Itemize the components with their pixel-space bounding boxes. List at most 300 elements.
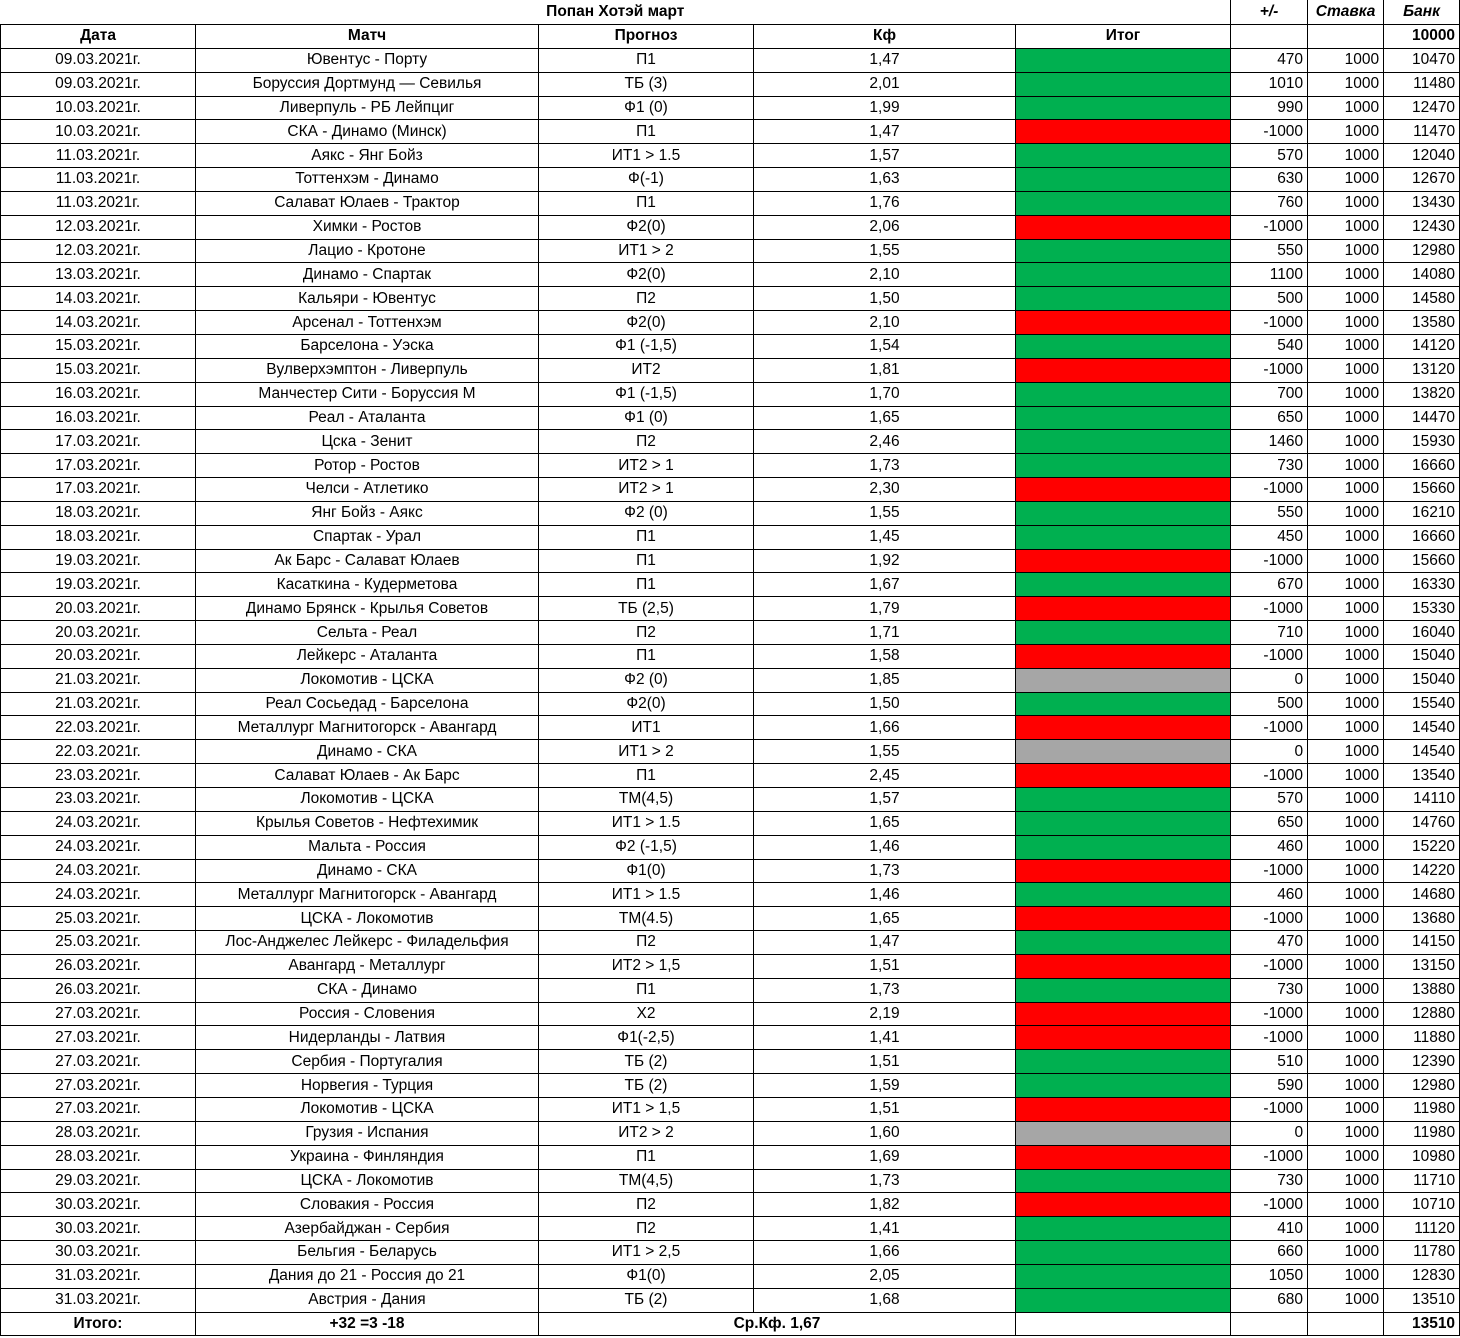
bank-cell[interactable]: 15220 (1384, 835, 1460, 859)
date-cell[interactable]: 27.03.2021г. (1, 1002, 196, 1026)
kf-cell[interactable]: 1,79 (754, 597, 1016, 621)
pm-cell[interactable]: 730 (1231, 978, 1308, 1002)
date-cell[interactable]: 14.03.2021г. (1, 287, 196, 311)
pm-cell[interactable]: -1000 (1231, 478, 1308, 502)
result-cell-push[interactable] (1016, 1121, 1231, 1145)
bank-cell[interactable]: 12040 (1384, 144, 1460, 168)
kf-cell[interactable]: 1,47 (754, 120, 1016, 144)
kf-cell[interactable]: 1,41 (754, 1026, 1016, 1050)
stake-cell[interactable]: 1000 (1308, 311, 1384, 335)
kf-cell[interactable]: 1,45 (754, 525, 1016, 549)
result-cell-loss[interactable] (1016, 120, 1231, 144)
kf-cell[interactable]: 1,85 (754, 668, 1016, 692)
result-cell-loss[interactable] (1016, 907, 1231, 931)
result-cell-win[interactable] (1016, 430, 1231, 454)
date-cell[interactable]: 27.03.2021г. (1, 1097, 196, 1121)
kf-cell[interactable]: 1,55 (754, 239, 1016, 263)
bank-cell[interactable]: 12430 (1384, 215, 1460, 239)
result-cell-loss[interactable] (1016, 597, 1231, 621)
result-cell-win[interactable] (1016, 692, 1231, 716)
match-cell[interactable]: Азербайджан - Сербия (196, 1217, 539, 1241)
match-cell[interactable]: Динамо - Спартак (196, 263, 539, 287)
stake-cell[interactable]: 1000 (1308, 239, 1384, 263)
kf-cell[interactable]: 1,65 (754, 406, 1016, 430)
pm-cell[interactable]: 730 (1231, 454, 1308, 478)
result-cell-loss[interactable] (1016, 1145, 1231, 1169)
bank-cell[interactable]: 13120 (1384, 358, 1460, 382)
kf-cell[interactable]: 1,69 (754, 1145, 1016, 1169)
date-cell[interactable]: 11.03.2021г. (1, 144, 196, 168)
match-cell[interactable]: Кальяри - Ювентус (196, 287, 539, 311)
result-cell-win[interactable] (1016, 525, 1231, 549)
bank-cell[interactable]: 13580 (1384, 311, 1460, 335)
kf-cell[interactable]: 1,55 (754, 501, 1016, 525)
forecast-cell[interactable]: Ф1 (0) (539, 406, 754, 430)
date-cell[interactable]: 30.03.2021г. (1, 1241, 196, 1265)
result-cell-loss[interactable] (1016, 1097, 1231, 1121)
date-cell[interactable]: 19.03.2021г. (1, 573, 196, 597)
forecast-cell[interactable]: Ф1 (0) (539, 96, 754, 120)
bank-cell[interactable]: 13880 (1384, 978, 1460, 1002)
pm-cell[interactable]: 500 (1231, 287, 1308, 311)
result-cell-win[interactable] (1016, 1217, 1231, 1241)
forecast-cell[interactable]: П1 (539, 573, 754, 597)
stake-cell[interactable]: 1000 (1308, 1288, 1384, 1312)
kf-cell[interactable]: 2,19 (754, 1002, 1016, 1026)
kf-cell[interactable]: 1,99 (754, 96, 1016, 120)
match-cell[interactable]: Россия - Словения (196, 1002, 539, 1026)
kf-cell[interactable]: 1,82 (754, 1193, 1016, 1217)
bank-cell[interactable]: 13510 (1384, 1288, 1460, 1312)
pm-cell[interactable]: -1000 (1231, 907, 1308, 931)
bank-cell[interactable]: 16660 (1384, 454, 1460, 478)
stake-cell[interactable]: 1000 (1308, 96, 1384, 120)
pm-cell[interactable]: 0 (1231, 1121, 1308, 1145)
totals-bank[interactable]: 13510 (1384, 1312, 1460, 1336)
kf-cell[interactable]: 2,05 (754, 1264, 1016, 1288)
result-cell-loss[interactable] (1016, 859, 1231, 883)
stake-cell[interactable]: 1000 (1308, 835, 1384, 859)
bank-cell[interactable]: 11480 (1384, 72, 1460, 96)
pm-cell[interactable]: 590 (1231, 1074, 1308, 1098)
stake-cell[interactable]: 1000 (1308, 883, 1384, 907)
pm-cell[interactable]: -1000 (1231, 549, 1308, 573)
kf-cell[interactable]: 1,60 (754, 1121, 1016, 1145)
pm-cell[interactable]: 460 (1231, 883, 1308, 907)
match-cell[interactable]: Салават Юлаев - Трактор (196, 191, 539, 215)
date-cell[interactable]: 24.03.2021г. (1, 835, 196, 859)
bank-cell[interactable]: 12880 (1384, 1002, 1460, 1026)
stake-cell[interactable]: 1000 (1308, 978, 1384, 1002)
date-cell[interactable]: 16.03.2021г. (1, 382, 196, 406)
stake-cell[interactable]: 1000 (1308, 764, 1384, 788)
kf-cell[interactable]: 1,67 (754, 573, 1016, 597)
forecast-cell[interactable]: ТБ (2) (539, 1074, 754, 1098)
result-cell-win[interactable] (1016, 883, 1231, 907)
result-cell-win[interactable] (1016, 239, 1231, 263)
bank-cell[interactable]: 14220 (1384, 859, 1460, 883)
date-cell[interactable]: 27.03.2021г. (1, 1050, 196, 1074)
kf-cell[interactable]: 1,57 (754, 144, 1016, 168)
result-cell-win[interactable] (1016, 1264, 1231, 1288)
match-cell[interactable]: Касаткина - Кудерметова (196, 573, 539, 597)
forecast-cell[interactable]: П2 (539, 1217, 754, 1241)
pm-cell[interactable]: 460 (1231, 835, 1308, 859)
result-cell-loss[interactable] (1016, 1026, 1231, 1050)
result-cell-win[interactable] (1016, 406, 1231, 430)
match-cell[interactable]: Аякс - Янг Бойз (196, 144, 539, 168)
bank-cell[interactable]: 16040 (1384, 621, 1460, 645)
forecast-cell[interactable]: П1 (539, 191, 754, 215)
match-cell[interactable]: Сербия - Португалия (196, 1050, 539, 1074)
date-cell[interactable]: 26.03.2021г. (1, 978, 196, 1002)
result-cell-win[interactable] (1016, 501, 1231, 525)
kf-cell[interactable]: 1,65 (754, 811, 1016, 835)
stake-cell[interactable]: 1000 (1308, 1264, 1384, 1288)
totals-record[interactable]: +32 =3 -18 (196, 1312, 539, 1336)
bank-cell[interactable]: 15660 (1384, 549, 1460, 573)
bank-cell[interactable]: 15540 (1384, 692, 1460, 716)
pm-cell[interactable]: -1000 (1231, 859, 1308, 883)
pm-cell[interactable]: 760 (1231, 191, 1308, 215)
date-cell[interactable]: 16.03.2021г. (1, 406, 196, 430)
match-cell[interactable]: Локомотив - ЦСКА (196, 668, 539, 692)
pm-cell[interactable]: -1000 (1231, 120, 1308, 144)
forecast-cell[interactable]: Ф1(0) (539, 1264, 754, 1288)
forecast-cell[interactable]: П1 (539, 525, 754, 549)
date-cell[interactable]: 18.03.2021г. (1, 525, 196, 549)
kf-cell[interactable]: 1,63 (754, 168, 1016, 192)
date-cell[interactable]: 28.03.2021г. (1, 1145, 196, 1169)
pm-cell[interactable]: -1000 (1231, 1097, 1308, 1121)
kf-cell[interactable]: 1,81 (754, 358, 1016, 382)
bank-cell[interactable]: 11880 (1384, 1026, 1460, 1050)
forecast-cell[interactable]: ТБ (2) (539, 1050, 754, 1074)
forecast-cell[interactable]: ИТ1 > 1.5 (539, 811, 754, 835)
forecast-cell[interactable]: ИТ2 (539, 358, 754, 382)
result-cell-win[interactable] (1016, 382, 1231, 406)
forecast-cell[interactable]: ИТ2 > 2 (539, 1121, 754, 1145)
forecast-cell[interactable]: ИТ2 > 1,5 (539, 954, 754, 978)
bank-cell[interactable]: 15660 (1384, 478, 1460, 502)
bank-cell[interactable]: 10710 (1384, 1193, 1460, 1217)
pm-cell[interactable]: -1000 (1231, 954, 1308, 978)
forecast-cell[interactable]: П1 (539, 764, 754, 788)
stake-cell[interactable]: 1000 (1308, 72, 1384, 96)
forecast-cell[interactable]: ТБ (3) (539, 72, 754, 96)
stake-cell[interactable]: 1000 (1308, 525, 1384, 549)
pm-cell[interactable]: 680 (1231, 1288, 1308, 1312)
forecast-cell[interactable]: П2 (539, 430, 754, 454)
date-cell[interactable]: 24.03.2021г. (1, 883, 196, 907)
match-cell[interactable]: Арсенал - Тоттенхэм (196, 311, 539, 335)
match-cell[interactable]: Словакия - Россия (196, 1193, 539, 1217)
bank-cell[interactable]: 10470 (1384, 48, 1460, 72)
stake-cell[interactable]: 1000 (1308, 597, 1384, 621)
kf-cell[interactable]: 1,65 (754, 907, 1016, 931)
date-cell[interactable]: 11.03.2021г. (1, 168, 196, 192)
result-cell-loss[interactable] (1016, 478, 1231, 502)
match-cell[interactable]: Манчестер Сити - Боруссия М (196, 382, 539, 406)
stake-cell[interactable]: 1000 (1308, 382, 1384, 406)
result-cell-win[interactable] (1016, 48, 1231, 72)
match-cell[interactable]: Грузия - Испания (196, 1121, 539, 1145)
bank-cell[interactable]: 14120 (1384, 334, 1460, 358)
pm-cell[interactable]: -1000 (1231, 1145, 1308, 1169)
bank-cell[interactable]: 13680 (1384, 907, 1460, 931)
kf-cell[interactable]: 1,58 (754, 644, 1016, 668)
stake-cell[interactable]: 1000 (1308, 954, 1384, 978)
pm-cell[interactable]: 450 (1231, 525, 1308, 549)
match-cell[interactable]: Ливерпуль - РБ Лейпциг (196, 96, 539, 120)
match-cell[interactable]: Локомотив - ЦСКА (196, 788, 539, 812)
result-cell-win[interactable] (1016, 1241, 1231, 1265)
forecast-cell[interactable]: ИТ1 > 2 (539, 239, 754, 263)
kf-cell[interactable]: 2,30 (754, 478, 1016, 502)
pm-cell[interactable]: -1000 (1231, 716, 1308, 740)
date-cell[interactable]: 29.03.2021г. (1, 1169, 196, 1193)
result-cell-win[interactable] (1016, 1074, 1231, 1098)
stake-cell[interactable]: 1000 (1308, 716, 1384, 740)
kf-cell[interactable]: 1,41 (754, 1217, 1016, 1241)
date-cell[interactable]: 17.03.2021г. (1, 454, 196, 478)
forecast-cell[interactable]: ИТ1 > 2 (539, 740, 754, 764)
stake-cell[interactable]: 1000 (1308, 907, 1384, 931)
stake-cell[interactable]: 1000 (1308, 740, 1384, 764)
result-cell-win[interactable] (1016, 931, 1231, 955)
totals-result-blank[interactable] (1016, 1312, 1231, 1336)
stake-cell[interactable]: 1000 (1308, 811, 1384, 835)
date-cell[interactable]: 20.03.2021г. (1, 644, 196, 668)
stake-cell[interactable]: 1000 (1308, 788, 1384, 812)
kf-cell[interactable]: 1,47 (754, 48, 1016, 72)
header-stake[interactable]: Ставка (1308, 0, 1384, 25)
pm-cell[interactable]: 650 (1231, 811, 1308, 835)
kf-cell[interactable]: 2,45 (754, 764, 1016, 788)
kf-cell[interactable]: 1,50 (754, 692, 1016, 716)
kf-cell[interactable]: 1,46 (754, 835, 1016, 859)
date-cell[interactable]: 10.03.2021г. (1, 120, 196, 144)
date-cell[interactable]: 12.03.2021г. (1, 215, 196, 239)
kf-cell[interactable]: 1,57 (754, 788, 1016, 812)
pm-cell[interactable]: 0 (1231, 740, 1308, 764)
match-cell[interactable]: Янг Бойз - Аякс (196, 501, 539, 525)
header-result[interactable]: Итог (1016, 25, 1231, 49)
result-cell-push[interactable] (1016, 740, 1231, 764)
match-cell[interactable]: Авангард - Металлург (196, 954, 539, 978)
match-cell[interactable]: Барселона - Уэска (196, 334, 539, 358)
pm-cell[interactable]: -1000 (1231, 1002, 1308, 1026)
stake-cell[interactable]: 1000 (1308, 501, 1384, 525)
stake-cell[interactable]: 1000 (1308, 1074, 1384, 1098)
date-cell[interactable]: 25.03.2021г. (1, 931, 196, 955)
date-cell[interactable]: 10.03.2021г. (1, 96, 196, 120)
match-cell[interactable]: Спартак - Урал (196, 525, 539, 549)
forecast-cell[interactable]: П1 (539, 978, 754, 1002)
stake-cell[interactable]: 1000 (1308, 573, 1384, 597)
pm-cell[interactable]: 990 (1231, 96, 1308, 120)
result-cell-win[interactable] (1016, 454, 1231, 478)
pm-cell[interactable]: 660 (1231, 1241, 1308, 1265)
stake-cell[interactable]: 1000 (1308, 1050, 1384, 1074)
result-cell-win[interactable] (1016, 144, 1231, 168)
stake-cell[interactable]: 1000 (1308, 191, 1384, 215)
match-cell[interactable]: Реал Сосьедад - Барселона (196, 692, 539, 716)
match-cell[interactable]: Химки - Ростов (196, 215, 539, 239)
forecast-cell[interactable]: ИТ1 > 2,5 (539, 1241, 754, 1265)
forecast-cell[interactable]: Ф1 (-1,5) (539, 382, 754, 406)
date-cell[interactable]: 19.03.2021г. (1, 549, 196, 573)
forecast-cell[interactable]: П1 (539, 48, 754, 72)
date-cell[interactable]: 22.03.2021г. (1, 740, 196, 764)
stake-cell[interactable]: 1000 (1308, 454, 1384, 478)
stake-cell[interactable]: 1000 (1308, 358, 1384, 382)
sheet-title[interactable]: Попан Хотэй март (1, 0, 1231, 25)
forecast-cell[interactable]: Ф2 (0) (539, 668, 754, 692)
match-cell[interactable]: Крылья Советов - Нефтехимик (196, 811, 539, 835)
bank-cell[interactable]: 14470 (1384, 406, 1460, 430)
bank-cell[interactable]: 14580 (1384, 287, 1460, 311)
forecast-cell[interactable]: Ф1(-2,5) (539, 1026, 754, 1050)
header-pm[interactable]: +/- (1231, 0, 1308, 25)
bank-cell[interactable]: 15330 (1384, 597, 1460, 621)
date-cell[interactable]: 23.03.2021г. (1, 788, 196, 812)
result-cell-win[interactable] (1016, 835, 1231, 859)
kf-cell[interactable]: 1,73 (754, 859, 1016, 883)
kf-cell[interactable]: 1,70 (754, 382, 1016, 406)
match-cell[interactable]: Динамо Брянск - Крылья Советов (196, 597, 539, 621)
forecast-cell[interactable]: ИТ1 > 1.5 (539, 883, 754, 907)
stake-cell[interactable]: 1000 (1308, 1193, 1384, 1217)
stake-cell[interactable]: 1000 (1308, 430, 1384, 454)
stake-cell[interactable]: 1000 (1308, 287, 1384, 311)
match-cell[interactable]: Боруссия Дортмунд — Севилья (196, 72, 539, 96)
forecast-cell[interactable]: ИТ2 > 1 (539, 478, 754, 502)
forecast-cell[interactable]: ИТ2 > 1 (539, 454, 754, 478)
match-cell[interactable]: Мальта - Россия (196, 835, 539, 859)
match-cell[interactable]: Ак Барс - Салават Юлаев (196, 549, 539, 573)
forecast-cell[interactable]: П1 (539, 120, 754, 144)
match-cell[interactable]: Бельгия - Беларусь (196, 1241, 539, 1265)
match-cell[interactable]: СКА - Динамо (Минск) (196, 120, 539, 144)
result-cell-win[interactable] (1016, 573, 1231, 597)
bank-cell[interactable]: 11470 (1384, 120, 1460, 144)
date-cell[interactable]: 15.03.2021г. (1, 358, 196, 382)
date-cell[interactable]: 30.03.2021г. (1, 1193, 196, 1217)
stake-cell[interactable]: 1000 (1308, 144, 1384, 168)
pm-cell[interactable]: 570 (1231, 144, 1308, 168)
result-cell-loss[interactable] (1016, 311, 1231, 335)
stake-cell[interactable]: 1000 (1308, 168, 1384, 192)
pm-cell[interactable]: 550 (1231, 239, 1308, 263)
date-cell[interactable]: 25.03.2021г. (1, 907, 196, 931)
stake-cell[interactable]: 1000 (1308, 406, 1384, 430)
kf-cell[interactable]: 1,54 (754, 334, 1016, 358)
result-cell-loss[interactable] (1016, 1193, 1231, 1217)
date-cell[interactable]: 12.03.2021г. (1, 239, 196, 263)
bank-cell[interactable]: 14760 (1384, 811, 1460, 835)
bank-cell[interactable]: 13820 (1384, 382, 1460, 406)
date-cell[interactable]: 30.03.2021г. (1, 1217, 196, 1241)
pm-cell[interactable]: 1460 (1231, 430, 1308, 454)
pm-cell[interactable]: -1000 (1231, 311, 1308, 335)
kf-cell[interactable]: 1,71 (754, 621, 1016, 645)
stake-cell[interactable]: 1000 (1308, 1241, 1384, 1265)
stake-cell[interactable]: 1000 (1308, 478, 1384, 502)
match-cell[interactable]: Металлург Магнитогорск - Авангард (196, 883, 539, 907)
header-date[interactable]: Дата (1, 25, 196, 49)
result-cell-win[interactable] (1016, 811, 1231, 835)
bank-cell[interactable]: 14150 (1384, 931, 1460, 955)
bank-cell[interactable]: 12830 (1384, 1264, 1460, 1288)
totals-pm-blank[interactable] (1231, 1312, 1308, 1336)
match-cell[interactable]: Дания до 21 - Россия до 21 (196, 1264, 539, 1288)
kf-cell[interactable]: 1,51 (754, 1050, 1016, 1074)
stake-cell[interactable]: 1000 (1308, 334, 1384, 358)
bank-cell[interactable]: 11120 (1384, 1217, 1460, 1241)
kf-cell[interactable]: 1,73 (754, 1169, 1016, 1193)
bank-cell[interactable]: 15040 (1384, 668, 1460, 692)
header-forecast[interactable]: Прогноз (539, 25, 754, 49)
stake-cell[interactable]: 1000 (1308, 549, 1384, 573)
stake-cell[interactable]: 1000 (1308, 1097, 1384, 1121)
forecast-cell[interactable]: ТМ(4.5) (539, 907, 754, 931)
stake-cell[interactable]: 1000 (1308, 621, 1384, 645)
pm-cell[interactable]: 550 (1231, 501, 1308, 525)
bank-cell[interactable]: 10980 (1384, 1145, 1460, 1169)
date-cell[interactable]: 20.03.2021г. (1, 597, 196, 621)
bank-cell[interactable]: 11710 (1384, 1169, 1460, 1193)
date-cell[interactable]: 27.03.2021г. (1, 1074, 196, 1098)
date-cell[interactable]: 18.03.2021г. (1, 501, 196, 525)
result-cell-win[interactable] (1016, 263, 1231, 287)
header-kf[interactable]: Кф (754, 25, 1016, 49)
bank-cell[interactable]: 14080 (1384, 263, 1460, 287)
result-cell-loss[interactable] (1016, 358, 1231, 382)
bank-cell[interactable]: 12980 (1384, 1074, 1460, 1098)
kf-cell[interactable]: 1,66 (754, 716, 1016, 740)
forecast-cell[interactable]: П2 (539, 287, 754, 311)
stake-cell[interactable]: 1000 (1308, 668, 1384, 692)
match-cell[interactable]: Лацио - Кротоне (196, 239, 539, 263)
date-cell[interactable]: 21.03.2021г. (1, 668, 196, 692)
bank-cell[interactable]: 14680 (1384, 883, 1460, 907)
match-cell[interactable]: Нидерланды - Латвия (196, 1026, 539, 1050)
date-cell[interactable]: 31.03.2021г. (1, 1264, 196, 1288)
date-cell[interactable]: 11.03.2021г. (1, 191, 196, 215)
match-cell[interactable]: Ювентус - Порту (196, 48, 539, 72)
forecast-cell[interactable]: ТМ(4,5) (539, 788, 754, 812)
header-pm-blank[interactable] (1231, 25, 1308, 49)
date-cell[interactable]: 09.03.2021г. (1, 48, 196, 72)
pm-cell[interactable]: 470 (1231, 931, 1308, 955)
match-cell[interactable]: Ротор - Ростов (196, 454, 539, 478)
match-cell[interactable]: Австрия - Дания (196, 1288, 539, 1312)
match-cell[interactable]: Локомотив - ЦСКА (196, 1097, 539, 1121)
bank-cell[interactable]: 16660 (1384, 525, 1460, 549)
pm-cell[interactable]: -1000 (1231, 644, 1308, 668)
pm-cell[interactable]: -1000 (1231, 215, 1308, 239)
match-cell[interactable]: ЦСКА - Локомотив (196, 1169, 539, 1193)
match-cell[interactable]: Норвегия - Турция (196, 1074, 539, 1098)
result-cell-win[interactable] (1016, 168, 1231, 192)
kf-cell[interactable]: 1,55 (754, 740, 1016, 764)
stake-cell[interactable]: 1000 (1308, 859, 1384, 883)
forecast-cell[interactable]: Ф1 (-1,5) (539, 334, 754, 358)
kf-cell[interactable]: 2,06 (754, 215, 1016, 239)
match-cell[interactable]: Вулверхэмптон - Ливерпуль (196, 358, 539, 382)
result-cell-push[interactable] (1016, 668, 1231, 692)
